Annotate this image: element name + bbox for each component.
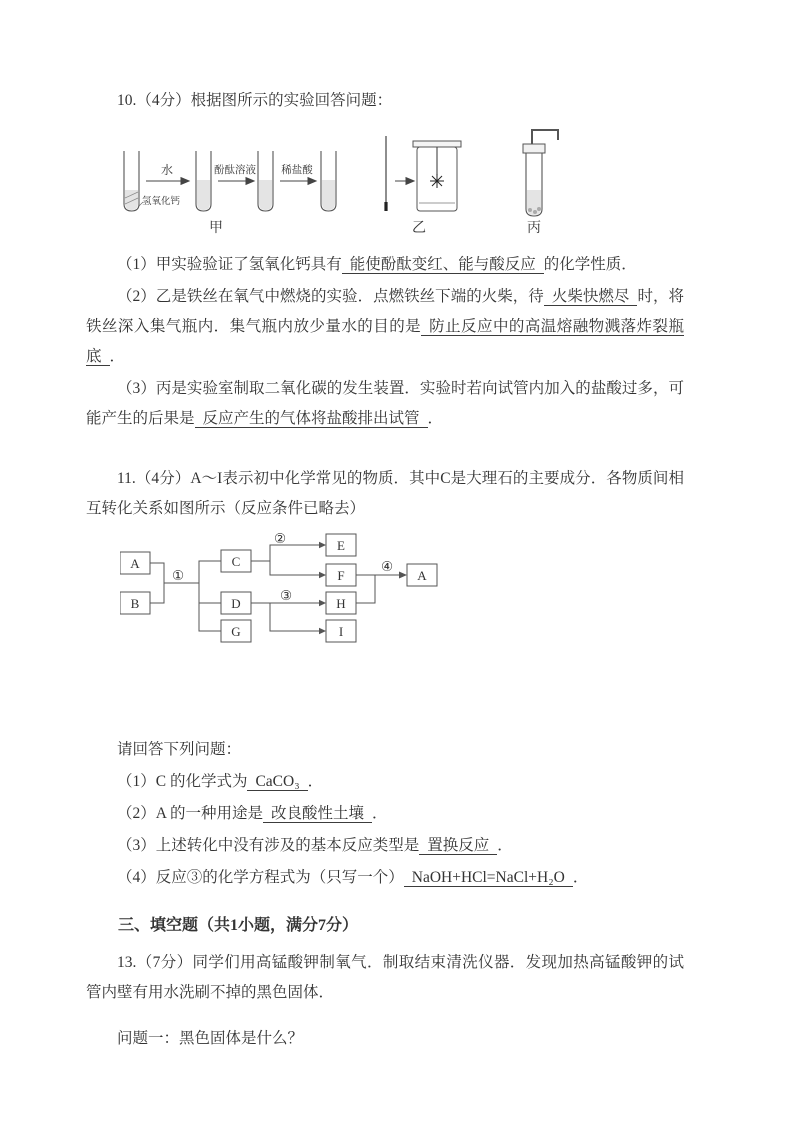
flow-step-1: ① (171, 568, 185, 583)
q11-flow-figure (120, 532, 684, 657)
q10-p3-text2: ． (427, 410, 444, 427)
q11-p1-text2: ． (307, 773, 324, 790)
q11-p3-answer: 置换反应 (419, 837, 497, 855)
q10-part-1 (86, 250, 684, 280)
step-arrows (146, 178, 414, 185)
flow-box-a2: A (417, 568, 427, 583)
q10-p2-text1: （2）乙是铁丝在氧气中燃烧的实验．点燃铁丝下端的火柴，待 (117, 288, 544, 305)
q11-p2-text2: ． (371, 805, 388, 822)
spark-icon (430, 174, 444, 188)
question-10 (86, 86, 684, 434)
flow-box-a1: A (130, 556, 140, 571)
q10-experiment-figure (116, 124, 684, 244)
question-11 (86, 464, 684, 893)
setup-jia-label: 甲 (209, 221, 223, 236)
phenolphthalein-label: 酚酞溶液 (214, 165, 256, 176)
dilute-acid-label: 稀盐酸 (281, 165, 313, 176)
flow-box-e: E (337, 538, 345, 553)
q10-p1-text2: 的化学性质． (543, 256, 637, 273)
flow-box-f: F (337, 568, 345, 583)
flow-lines (150, 545, 400, 631)
q11-flow-diagram (120, 532, 450, 652)
q11-p3-text1: （3）上述转化中没有涉及的基本反应类型是 (117, 837, 420, 854)
q11-prompt: 请回答下列问题： (117, 741, 242, 758)
q10-p2-text2: 时，将铁丝深入集气瓶内．集气瓶内放少量水的目的是 (86, 288, 684, 335)
gas-generator-tube (523, 130, 558, 216)
q11-p4-text2: ． (572, 869, 589, 886)
q13-text: 13.（7分）同学们用高锰酸钾制氧气．制取结束清洗仪器．发现加热高锰酸钾的试管内壁有用水洗刷不掉的黑色固体． (86, 954, 684, 1001)
q10-p2-answer1: 火柴快燃尽 (544, 288, 638, 306)
flow-box-h: H (336, 596, 346, 611)
q10-p2-text3: ． (109, 348, 126, 365)
q11-p2-answer: 改良酸性土壤 (263, 805, 372, 823)
flow-step-4: ④ (380, 559, 394, 574)
q11-p4-answer: NaOH+HCl=NaCl+H₂O (404, 869, 573, 887)
q11-p1-text1: （1）C 的化学式为 (117, 773, 248, 790)
setup-bing-label: 丙 (527, 221, 541, 236)
flow-boxes (120, 534, 437, 642)
flow-step-labels (172, 532, 393, 603)
flow-box-g: G (231, 624, 241, 639)
q13-question-1: 问题一：黑色固体是什么？ (117, 1030, 304, 1047)
q11-p1-answer: CaCO₃ (247, 773, 307, 791)
flow-box-i: I (338, 624, 344, 639)
flow-step-3: ③ (279, 588, 293, 603)
q10-part-2 (86, 282, 684, 372)
flow-box-c: C (231, 554, 241, 569)
q10-p2-answer2: 防止反应中的高温熔融物溅落炸裂瓶底 (86, 318, 684, 365)
water-label: 水 (160, 163, 174, 177)
flow-box-d: D (231, 596, 241, 611)
gas-bottle (413, 141, 461, 211)
q11-part-1 (86, 767, 684, 797)
q11-p3-text2: ． (497, 837, 513, 854)
q11-title: 11.（4分）A～I表示初中化学常见的物质．其中C是大理石的主要成分．各物质间相互转化关系如图所示（反应条件已略去） (86, 470, 684, 517)
q10-p3-answer: 反应产生的气体将盐酸排出试管 (195, 410, 428, 428)
q11-part-4 (86, 863, 684, 893)
setup-yi-label: 乙 (412, 221, 426, 236)
calcium-hydroxide-label: 氢氧化钙 (142, 197, 181, 207)
flow-step-2: ② (273, 532, 287, 546)
q10-experiment-diagram (116, 124, 586, 239)
question-13 (86, 948, 684, 1054)
q10-title: 10.（4分）根据图所示的实验回答问题： (117, 92, 393, 109)
q11-part-3 (86, 831, 684, 861)
flow-box-b: B (130, 596, 140, 611)
q10-part-3 (86, 374, 684, 434)
q11-part-2 (86, 799, 684, 829)
section-3-heading: 三、填空题（共1小题，满分7分） (118, 917, 359, 934)
q10-p1-answer: 能使酚酞变红、能与酸反应 (342, 256, 544, 274)
q10-p1-text1: （1）甲实验验证了氢氧化钙具有 (117, 256, 342, 273)
q11-p2-text1: （2）A 的一种用途是 (117, 805, 263, 822)
q11-p4-text1: （4）反应③的化学方程式为（只写一个） (117, 869, 404, 886)
q10-p3-text1: （3）丙是实验室制取二氧化碳的发生装置．实验时若向试管内加入的盐酸过多，可能产生的后果是 (86, 380, 684, 427)
